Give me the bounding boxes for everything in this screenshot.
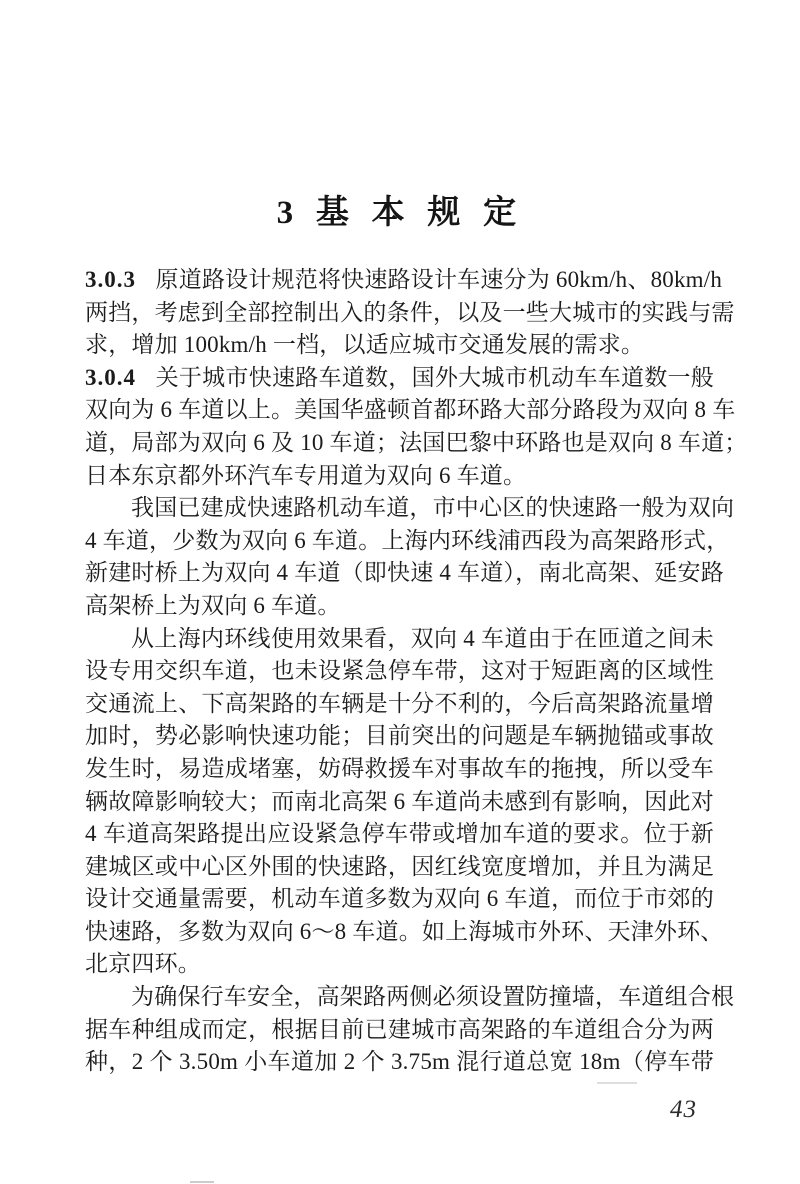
text-line <box>85 883 714 916</box>
scan-artifact <box>597 1082 637 1084</box>
line-text: 两挡，考虑到全部控制出入的条件，以及一些大城市的实践与需 <box>85 299 735 325</box>
text-line <box>85 916 724 949</box>
line-text: 交通流上、下高架路的车辆是十分不利的，今后高架路流量增 <box>85 690 714 716</box>
line-text: 据车种组成而定，根据目前已建城市高架路的车道组合分为两 <box>85 1016 714 1042</box>
scan-artifact <box>190 1181 214 1183</box>
line-text: 快速路，多数为双向 6～8 车道。如上海城市外环、天津外环、 <box>85 918 724 944</box>
text-line <box>85 492 735 525</box>
text-line <box>85 753 714 786</box>
line-text: 道，局部为双向 6 及 10 车道；法国巴黎中环路也是双向 8 车道； <box>85 429 748 455</box>
text-line <box>85 1046 714 1079</box>
line-text: 原道路设计规范将快速路设计车速分为 60km/h、80km/h <box>155 267 723 292</box>
text-line <box>85 557 724 590</box>
text-line <box>85 818 714 851</box>
chapter-title: 3 基 本 规 定 <box>276 195 524 231</box>
section-number: 3.0.4 <box>85 364 136 390</box>
text-line <box>85 623 714 656</box>
text-line <box>85 688 714 721</box>
text-line <box>85 948 714 981</box>
text-line <box>85 460 714 493</box>
line-text: 建城区或中心区外围的快速路，因红线宽度增加，并且为满足 <box>85 853 714 879</box>
document-body <box>85 264 748 1079</box>
text-line <box>85 720 714 753</box>
text-line <box>85 394 736 427</box>
text-line <box>85 1014 714 1047</box>
line-text: 新建时桥上为双向 4 车道（即快速 4 车道），南北高架、延安路 <box>85 560 724 586</box>
text-line <box>85 525 730 558</box>
line-text: 发生时，易造成堵塞，妨碍救援车对事故车的拖拽，所以受车 <box>85 755 714 781</box>
line-text: 加时，势必影响快速功能；目前突出的问题是车辆抛锚或事故 <box>85 723 714 749</box>
line-text: 4 车道高架路提出应设紧急停车带或增加车道的要求。位于新 <box>85 821 714 847</box>
text-line <box>85 786 714 819</box>
text-line <box>85 297 735 330</box>
line-text: 北京四环。 <box>85 951 201 977</box>
text-line <box>85 264 723 297</box>
line-text: 关于城市快速路车道数，国外大城市机动车车道数一般 <box>155 364 714 390</box>
line-text: 高架桥上为双向 6 车道。 <box>85 592 341 618</box>
line-text: 设计交通量需要，机动车道多数为双向 6 车道，而位于市郊的 <box>85 886 714 912</box>
text-line <box>85 590 714 623</box>
line-text: 日本东京都外环汽车专用道为双向 6 车道。 <box>85 462 527 488</box>
text-line <box>85 981 735 1014</box>
line-text: 为确保行车安全，高架路两侧必须设置防撞墙，车道组合根 <box>131 984 735 1010</box>
text-line <box>85 655 714 688</box>
line-text: 设专用交织车道，也未设紧急停车带，这对于短距离的区域性 <box>85 658 714 684</box>
page-number: 43 <box>670 1096 697 1123</box>
line-text: 从上海内环线使用效果看，双向 4 车道由于在匝道之间未 <box>131 625 714 651</box>
text-line <box>85 362 714 395</box>
line-text: 我国已建成快速路机动车道，市中心区的快速路一般为双向 <box>131 495 735 521</box>
line-text: 辆故障影响较大；而南北高架 6 车道尚未感到有影响，因此对 <box>85 788 714 814</box>
line-text: 种，2 个 3.50m 小车道加 2 个 3.75m 混行道总宽 18m（停车带 <box>85 1049 714 1075</box>
line-text: 4 车道，少数为双向 6 车道。上海内环线浦西段为高架路形式， <box>85 527 730 553</box>
line-text: 求，增加 100km/h 一档，以适应城市交通发展的需求。 <box>85 332 645 358</box>
text-line <box>85 427 748 460</box>
text-line <box>85 851 714 884</box>
text-line <box>85 329 714 362</box>
line-text: 双向为 6 车道以上。美国华盛顿首都环路大部分路段为双向 8 车 <box>85 397 736 423</box>
section-number: 3.0.3 <box>85 267 136 292</box>
